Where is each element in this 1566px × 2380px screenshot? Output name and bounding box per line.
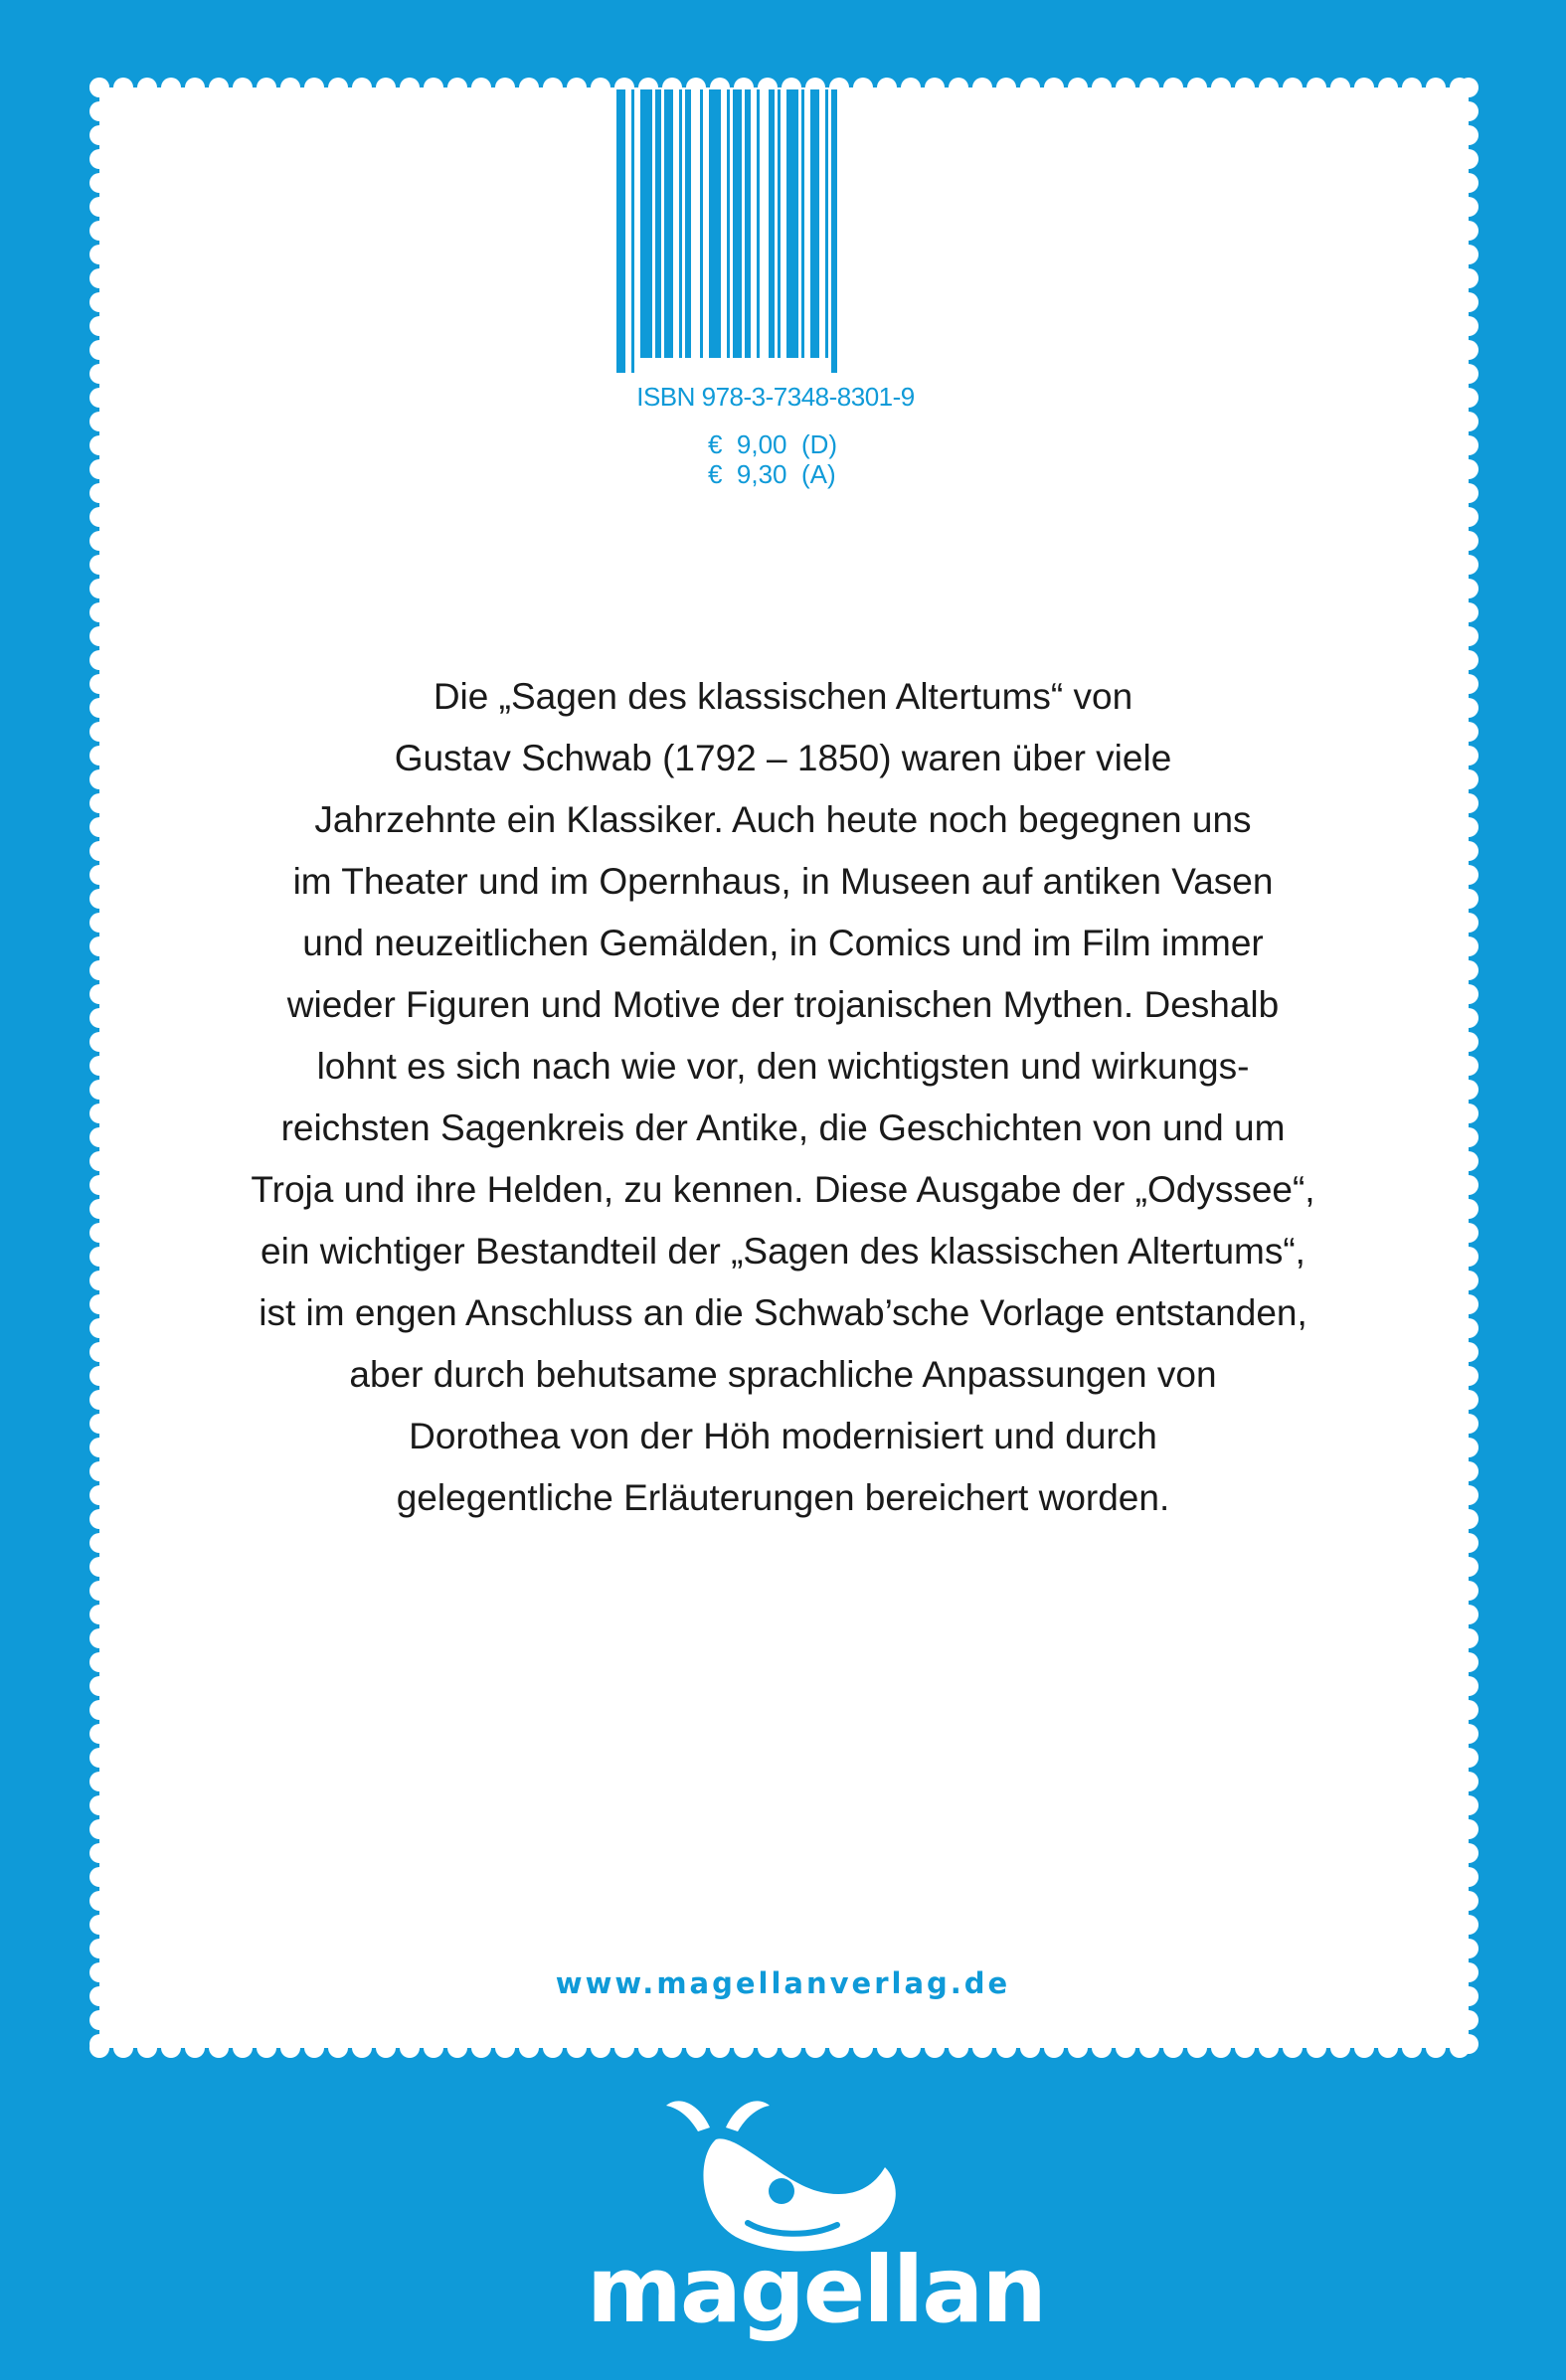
whale-icon xyxy=(587,2088,984,2257)
publisher-logo xyxy=(587,2088,1045,2346)
blurb-line: Jahrzehnte ein Klassiker. Auch heute noch begegnen uns xyxy=(314,799,1252,840)
blurb-line: und neuzeitlichen Gemälden, in Comics und im Film immer xyxy=(302,923,1264,963)
blurb-line: im Theater und im Opernhaus, in Museen auf antiken Vasen xyxy=(292,861,1274,902)
blurb-line: ist im engen Anschluss an die Schwab’sche Vorlage entstanden, xyxy=(259,1292,1307,1333)
blurb-text xyxy=(149,666,1417,1529)
blurb-line: Die „Sagen des klassischen Altertums“ von xyxy=(433,676,1133,717)
blurb-line: ein wichtiger Bestandteil der „Sagen des klassischen Altertums“, xyxy=(261,1231,1305,1272)
blurb-line: reichsten Sagenkreis der Antike, die Geschichten von und um xyxy=(280,1107,1286,1148)
blurb-line: wieder Figuren und Motive der trojanischen Mythen. Deshalb xyxy=(286,984,1280,1025)
price-austria: € 9,30 (A) xyxy=(708,459,836,489)
blurb-line: Troja und ihre Helden, zu kennen. Diese Ausgabe der „Odyssee“, xyxy=(251,1169,1315,1210)
logo-wordmark: magellan xyxy=(587,2237,1045,2343)
barcode xyxy=(614,89,937,412)
blurb-line: aber durch behutsame sprachliche Anpassungen von xyxy=(349,1354,1217,1395)
blurb-line: Gustav Schwab (1792 – 1850) waren über viele xyxy=(394,738,1172,778)
barcode-bars xyxy=(614,89,937,378)
blurb-line: lohnt es sich nach wie vor, den wichtigsten und wirkungs- xyxy=(316,1046,1250,1087)
price-list xyxy=(708,429,837,489)
blurb-line: Dorothea von der Höh modernisiert und durch xyxy=(409,1416,1157,1456)
blurb-line: gelegentliche Erläuterungen bereichert worden. xyxy=(396,1477,1170,1518)
price-germany: € 9,00 (D) xyxy=(708,429,838,459)
isbn-number: ISBN 978-3-7348-8301-9 xyxy=(636,382,915,412)
website-link[interactable]: www.magellanverlag.de xyxy=(555,1966,1011,2000)
